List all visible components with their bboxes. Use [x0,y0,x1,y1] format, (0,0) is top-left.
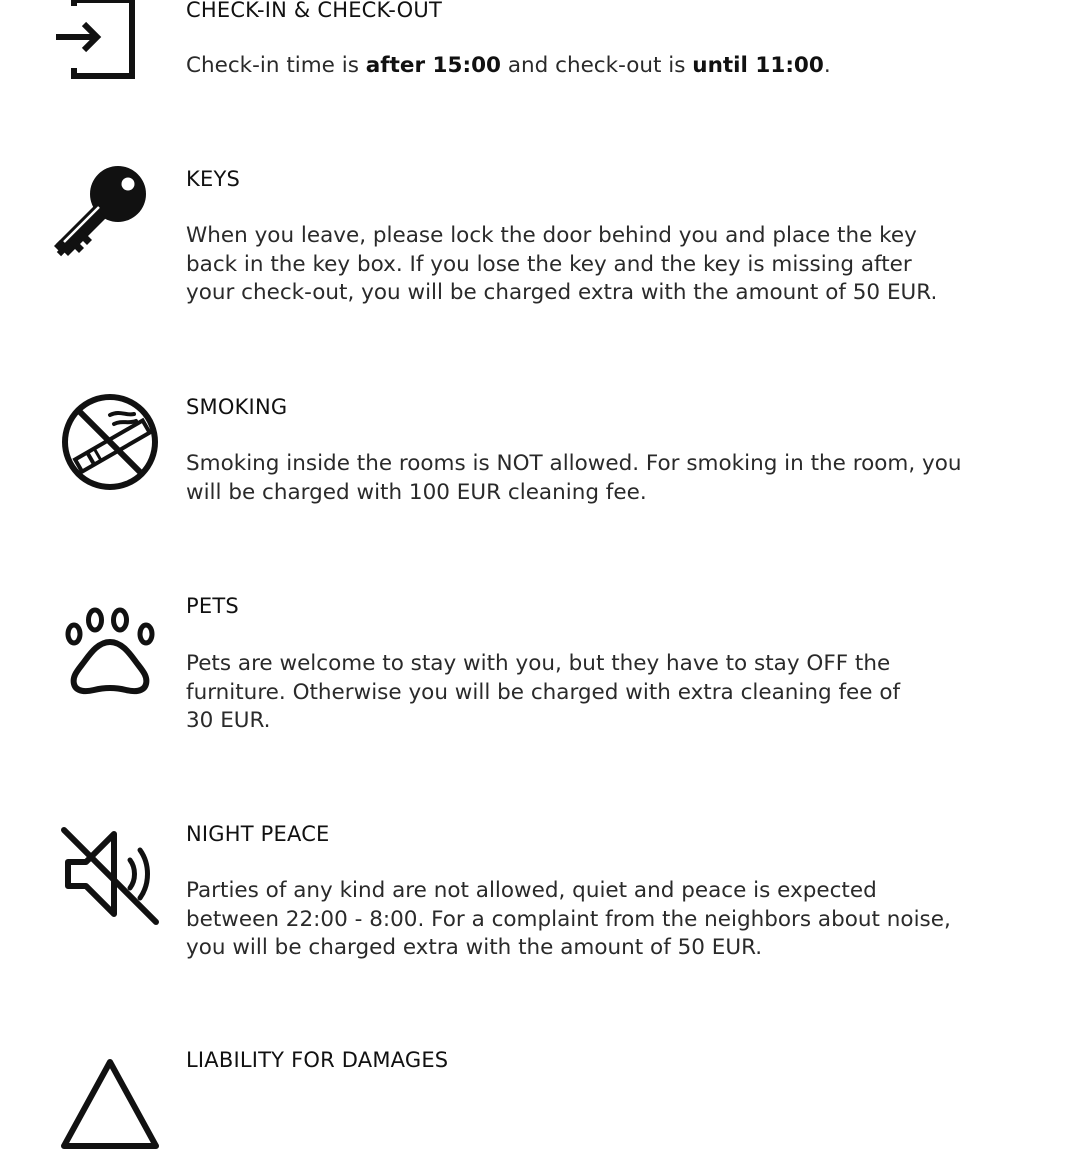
section-heading: NIGHT PEACE [186,822,330,846]
section-text: Check-in time is after 15:00 and check-out is until 11:00. [186,53,831,78]
section-heading: SMOKING [186,395,288,419]
section-heading: LIABILITY FOR DAMAGES [186,1048,449,1072]
section-text: Parties of any kind are not allowed, quiet and peace is expected between 22:00 - 8:00. For a complaint from the neighbors about noise, you will be charged extra with the amount of 50 EUR. [186,878,951,960]
paw-icon [52,596,164,708]
enter-door-icon [52,0,164,80]
section-text: When you leave, please lock the door behind you and place the key back in the key box. If you lose the key and the key is missing after your check-out, you will be charged extra with the amount of 50 EUR. [186,223,938,305]
section-text: Pets are welcome to stay with you, but they have to stay OFF the furniture. Otherwise you will be charged with extra cleaning fee of 30 EUR. [186,651,901,733]
warning-triangle-icon [52,1054,164,1166]
section-heading: CHECK-IN & CHECK-OUT [186,0,442,22]
key-icon [52,160,164,272]
muted-speaker-icon [52,818,164,930]
section-text: Smoking inside the rooms is NOT allowed. For smoking in the room, you will be charged with 100 EUR cleaning fee. [186,451,962,505]
no-smoking-icon [52,388,164,500]
section-heading: PETS [186,594,239,618]
section-heading: KEYS [186,167,240,191]
